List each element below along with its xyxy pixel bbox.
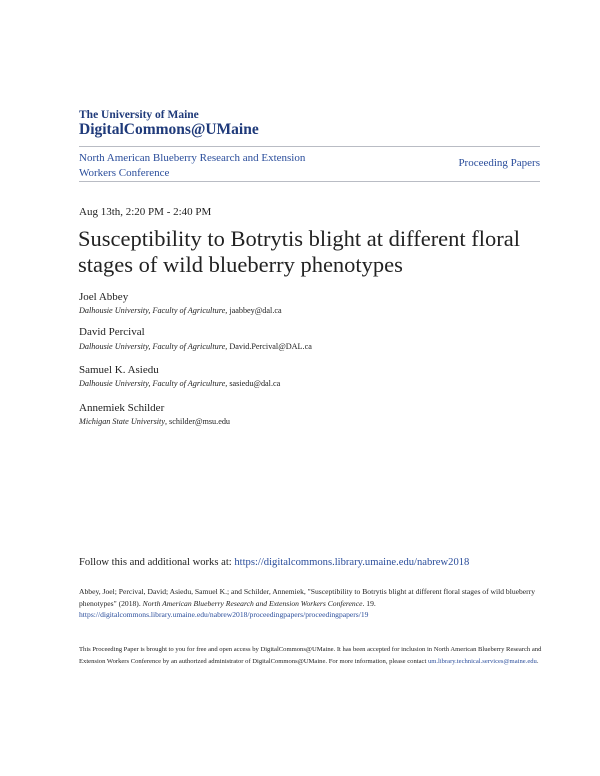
- author-institution: Dalhousie University, Faculty of Agriculture: [79, 342, 226, 351]
- university-name: The University of Maine: [79, 109, 199, 121]
- recommended-citation: [79, 586, 547, 621]
- access-end: .: [536, 658, 539, 665]
- author-affiliation: [79, 379, 280, 388]
- author-institution: Dalhousie University, Faculty of Agriculture: [79, 306, 226, 315]
- contact-email-link[interactable]: um.library.technical.services@maine.edu: [427, 658, 537, 665]
- author-affiliation: [79, 417, 230, 426]
- conference-link[interactable]: [79, 151, 339, 181]
- author-name: Samuel K. Asiedu: [79, 364, 159, 376]
- author-email[interactable]: , schilder@msu.edu: [164, 417, 231, 426]
- citation-venue: North American Blueberry Research and Extension Workers Conference: [142, 598, 363, 608]
- author-email[interactable]: , sasiedu@dal.ca: [225, 379, 281, 388]
- author-name: David Percival: [79, 326, 145, 338]
- conference-line-2: Workers Conference: [79, 167, 170, 179]
- author-affiliation: [79, 342, 312, 351]
- author-name: Joel Abbey: [79, 291, 129, 303]
- proceeding-papers-link[interactable]: Proceeding Papers: [458, 157, 540, 169]
- access-statement: [79, 644, 544, 668]
- paper-title: Susceptibility to Botrytis blight at different floral stages of wild blueberry phenotypes: [78, 226, 521, 277]
- citation-url-link[interactable]: https://digitalcommons.library.umaine.edu/nabrew2018/proceedingpapers/proceedingpapers/19: [79, 610, 369, 619]
- session-datetime: Aug 13th, 2:20 PM - 2:40 PM: [79, 206, 212, 218]
- follow-prefix: Follow this and additional works at:: [79, 557, 235, 568]
- conference-line-1: North American Blueberry Research and Extension: [79, 152, 306, 164]
- author-email[interactable]: , David.Percival@DAL.ca: [225, 342, 312, 351]
- follow-line: [79, 557, 469, 568]
- author-affiliation: [79, 306, 282, 315]
- divider-bottom: [79, 181, 540, 182]
- divider-top: [79, 146, 540, 147]
- citation-number: . 19.: [362, 598, 376, 608]
- author-name: Annemiek Schilder: [79, 402, 165, 414]
- citation-text: Abbey, Joel; Percival, David; Asiedu, Samuel K.; and Schilder, Annemiek, "Susceptibility to Botrytis blight at different floral stages of wild blueberry phenotypes" (2018).: [79, 587, 536, 608]
- collection-url-link[interactable]: https://digitalcommons.library.umaine.edu/nabrew2018: [234, 557, 470, 568]
- author-institution: Dalhousie University, Faculty of Agriculture: [79, 379, 226, 388]
- access-text: This Proceeding Paper is brought to you for free and open access by DigitalCommons@UMaine. It has been accepted for inclusion in North American Blueberry Research and Extension Workers Conference by an authorized administrator of DigitalCommons@UMaine. For more information, please contact: [79, 646, 542, 665]
- author-institution: Michigan State University: [79, 417, 165, 426]
- author-email[interactable]: , jaabbey@dal.ca: [225, 306, 282, 315]
- repository-name-link[interactable]: DigitalCommons@UMaine: [79, 121, 259, 138]
